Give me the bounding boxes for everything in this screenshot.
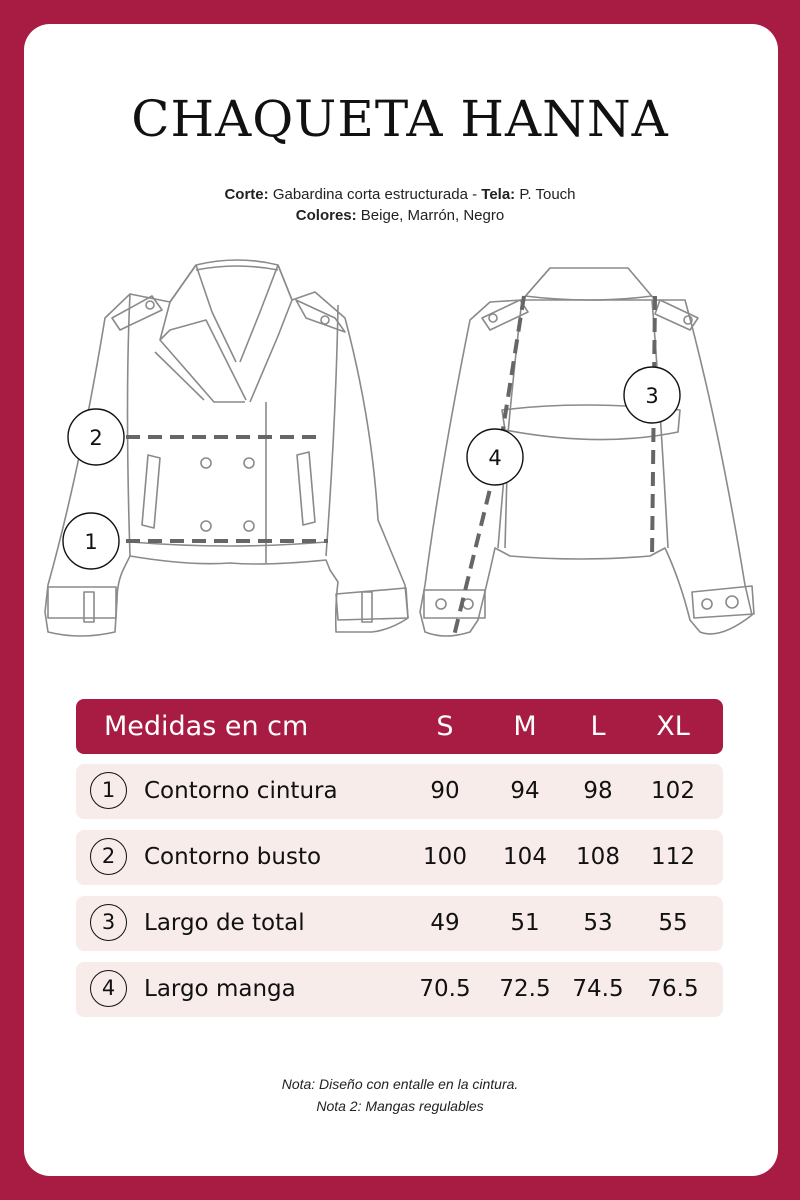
row-number-badge: 2 xyxy=(90,838,127,875)
cell-m: 72.5 xyxy=(499,976,551,1002)
size-table-header xyxy=(76,699,723,754)
header-measures-label: Medidas en cm xyxy=(104,711,309,742)
cell-xl: 55 xyxy=(658,910,688,936)
table-row-total-length xyxy=(76,896,723,951)
row-number-badge: 3 xyxy=(90,904,127,941)
cell-s: 70.5 xyxy=(419,976,471,1002)
marker-1 xyxy=(63,513,119,569)
cell-xl: 112 xyxy=(651,844,695,870)
fabric-value: P. Touch xyxy=(519,186,576,203)
table-row-bust xyxy=(76,830,723,885)
cell-m: 94 xyxy=(510,778,540,804)
cell-l: 108 xyxy=(576,844,620,870)
svg-text:4: 4 xyxy=(488,446,502,470)
row-label: Contorno busto xyxy=(144,844,322,870)
cell-m: 104 xyxy=(503,844,547,870)
specs-line-cut-fabric xyxy=(0,186,800,203)
colors-value: Beige, Marrón, Negro xyxy=(360,207,505,224)
cell-l: 53 xyxy=(583,910,613,936)
row-number-badge: 4 xyxy=(90,970,127,1007)
cell-s: 90 xyxy=(430,778,460,804)
colors-label: Colores: xyxy=(295,207,357,224)
svg-text:1: 1 xyxy=(84,530,98,554)
cell-l: 98 xyxy=(583,778,613,804)
cell-s: 49 xyxy=(430,910,460,936)
row-number-badge: 1 xyxy=(90,772,127,809)
header-size-l: L xyxy=(590,711,606,742)
header-size-m: M xyxy=(513,711,537,742)
page-title: CHAQUETA HANNA xyxy=(131,90,669,148)
cut-value: Gabardina corta estructurada - xyxy=(272,186,478,203)
marker-3 xyxy=(624,367,680,423)
table-row-sleeve-length xyxy=(76,962,723,1017)
header-size-s: S xyxy=(436,711,454,742)
jacket-technical-drawing xyxy=(0,250,800,650)
row-label: Largo de total xyxy=(144,910,305,936)
row-label: Largo manga xyxy=(144,976,296,1002)
marker-2 xyxy=(68,409,124,465)
cell-xl: 76.5 xyxy=(647,976,699,1002)
cell-s: 100 xyxy=(423,844,467,870)
cell-m: 51 xyxy=(510,910,540,936)
header-size-xl: XL xyxy=(656,711,690,742)
row-label: Contorno cintura xyxy=(144,778,338,804)
table-row-waist xyxy=(76,764,723,819)
specs-line-colors xyxy=(0,207,800,224)
fabric-label: Tela: xyxy=(481,186,516,203)
note-fit: Nota: Diseño con entalle en la cintura. xyxy=(281,1076,519,1092)
note-sleeves: Nota 2: Mangas regulables xyxy=(316,1098,484,1114)
svg-text:2: 2 xyxy=(89,426,103,450)
cut-label: Corte: xyxy=(224,186,269,203)
cell-xl: 102 xyxy=(651,778,695,804)
svg-text:3: 3 xyxy=(645,384,659,408)
marker-4 xyxy=(467,429,523,485)
cell-l: 74.5 xyxy=(572,976,624,1002)
